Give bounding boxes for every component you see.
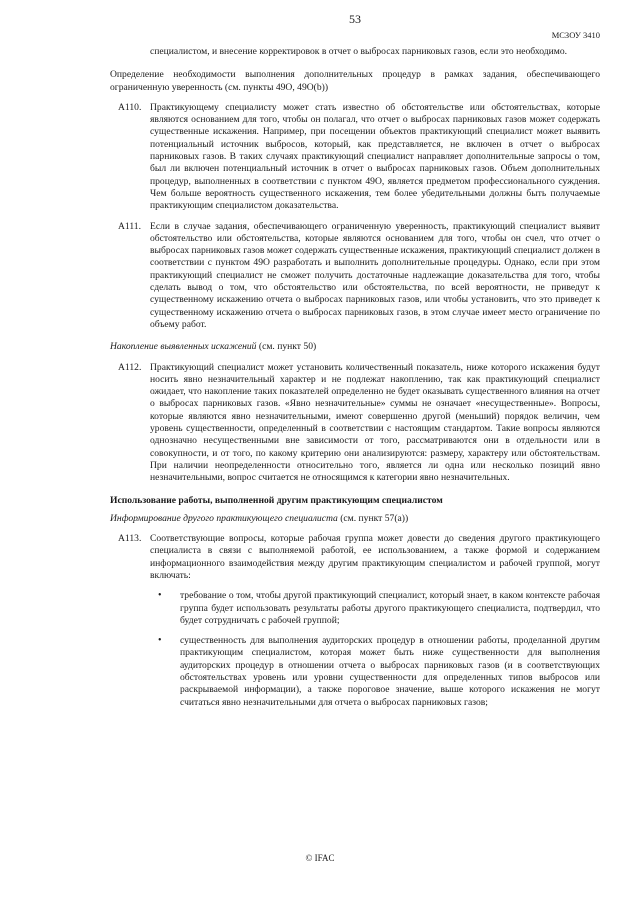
continuation-text: специалистом, и внесение корректировок в отчет о выбросах парниковых газов, если это необходимо. [150,46,568,57]
paragraph-number: A113. [118,533,142,545]
page-footer: © IFAC [305,853,335,863]
section-heading-other-practitioner: Использование работы, выполненной другим практикующим специалистом [110,494,443,506]
paragraph-number: A112. [118,361,142,373]
section-heading-accumulation [110,341,600,353]
paragraph-a110 [110,102,600,213]
paragraph-number: A111. [118,220,142,232]
list-item-text: требование о том, чтобы другой практикующий специалист, который знает, в каком контексте рабочая группа будет использовать результаты работы другого практикующего специалиста, подтвердил, что будет сотрудничать с рабочей группой; [180,590,600,626]
heading-italic: Информирование другого практикующего специалиста [110,512,338,524]
subsection-heading-informing [110,513,600,525]
list-item [110,590,600,627]
document-code: МСЗОУ 3410 [551,30,600,40]
paragraph-text: Соответствующие вопросы, которые рабочая группа может довести до сведения другого практикующего специалиста в связи с выполняемой работой, ее использованием, а также формой и содержанием информационного взаимодействия между другим практикующим специалистом и рабочей группой, могут включать: [150,533,600,581]
section-heading-additional-procedures: Определение необходимости выполнения дополнительных процедур в рамках задания, обеспечивающего ограниченную уверенность (см. пункты 49О, 49О(b)) [110,69,600,93]
heading-ref: (см. пункт 57(а)) [337,512,409,524]
heading-italic: Накопление выявленных искажений [110,341,257,353]
paragraph-text: Практикующий специалист может установить количественный показатель, ниже которого искажения будут носить явно незначительный характер и не подлежат накоплению, так как практикующий специалист ожидает, что накопление таких показателей определенно не будет оказывать существенного влияния на отчет о выбросах парниковых газов. «Явно незначительные» суммы не означает «несущественные». Вопросы, которые являются явно незначительными, имеют совершенно другой (меньший) порядок величин, чем уровень существенности, определенный в соответствии с настоящим стандартом. Такие вопросы являются однозначно несущественными вне зависимости от того, рассматриваются они в отдельности или в совокупности, и от того, по какому критерию они анализируются: размеру, характеру или обстоятельствам. При наличии неопределенности относительно того, является ли одна или несколько позиций явно незначительными, вопрос считается не относящимся к категории явно незначительных. [150,361,600,484]
paragraph-text: Если в случае задания, обеспечивающего ограниченную уверенность, практикующий специалист выявит обстоятельство или обстоятельства, которые являются основанием для того, чтобы он счел, что отчет о выбросах парниковых газов может содержать существенные искажения, практикующий специалист должен в соответствии с пунктом 49О разработать и выполнить дополнительные процедуры. Однако, если при этом практикующий специалист не сможет получить достаточные надлежащие доказательства для того, чтобы сделать вывод о том, что обстоятельство или обстоятельства, по всей вероятности, не приведут к существенному искажению отчета о выбросах парниковых газов, или чтобы установить, что это приведет к существенному искажению отчета о выбросах парниковых газов, в этом случае имеет место ограничение по объему работ. [150,220,600,330]
paragraph-a113 [110,533,600,582]
paragraph-a111 [110,221,600,332]
paragraph-number: A110. [118,101,142,113]
bullet-icon: • [158,635,162,647]
page-number: 53 [349,12,361,26]
list-item [110,635,600,709]
bullet-icon: • [158,590,162,602]
paragraph-text: Практикующему специалисту может стать известно об обстоятельстве или обстоятельствах, которые являются основанием для того, чтобы он полагал, что отчет о выбросах парниковых газов может содержать существенные искажения. Например, при посещении объектов практикующий специалист может выявить потенциальный источник выбросов, который, как представляется, не включен в отчет о выбросах парниковых газов. В таких случаях практикующий специалист направляет дополнительные запросы о том, был ли включен потенциальный источник в отчет о выбросах парниковых газов. Объем дополнительных процедур, выполненных в соответствии с пунктом 49О, является предметом профессионального суждения. Чем больше вероятность существенного искажения, тем более убедительными должны быть получаемые практикующим специалистом доказательства. [150,101,600,212]
paragraph-a112 [110,362,600,485]
heading-ref: (см. пункт 50) [256,341,317,353]
list-item-text: существенность для выполнения аудиторских процедур в отношении работы, проделанной другим практикующим специалистом, которая может быть ниже существенности для выполнения аудиторских процедур в отношении отчета о выбросах парниковых газов (и в соответствующих обстоятельствах уровень или уровни существенности для определенных типов выбросов или раскрываемой информации), а также пороговое значение, выше которого искажения не могут считаться явно незначительными для отчета о выбросах парниковых газов; [180,635,600,708]
